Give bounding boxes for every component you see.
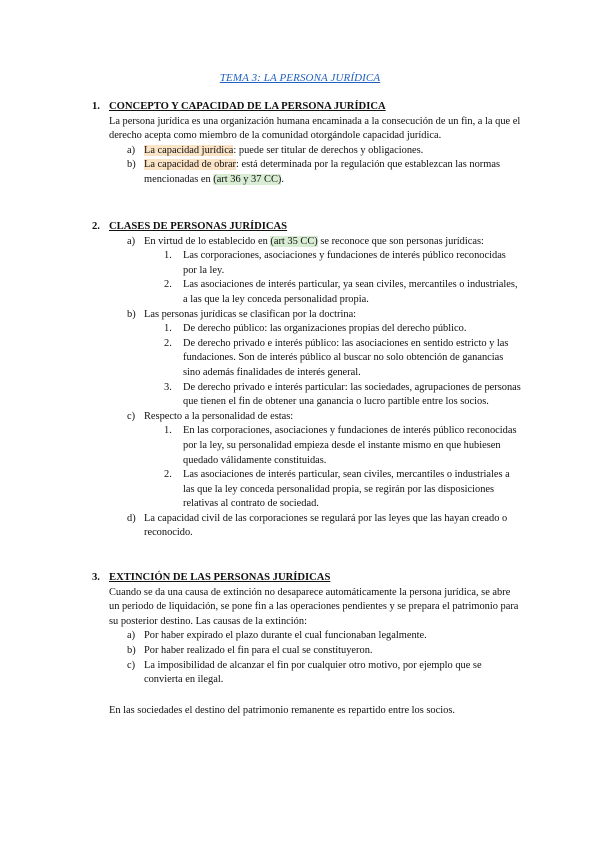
section-intro: La persona jurídica es una organización humana encaminada a la consecución de un fin, a la que el derecho acepta como miembro de la comunidad otorgándole capacidad jurídica. bbox=[109, 115, 521, 142]
section-heading bbox=[92, 220, 522, 235]
article-reference: (art 36 y 37 CC) bbox=[213, 173, 282, 185]
sub-list-item bbox=[92, 424, 522, 468]
sub-list-item bbox=[92, 468, 522, 512]
section-intro: Cuando se da una causa de extinción no desaparece automáticamente la persona jurídica, se abre un periodo de liquidación, se pone fin a las operaciones pendientes y se prepara el patrimonio para su posterior destino. Las causas de la extinción: bbox=[109, 586, 519, 627]
list-marker: a) bbox=[127, 235, 136, 247]
item-text: De derecho privado e interés particular: las sociedades, agrupaciones de personas que tienen el fin de obtener una ganancia o lucro partible entre los socios. bbox=[183, 381, 521, 408]
sub-list-item bbox=[92, 322, 522, 337]
section-concepto bbox=[92, 100, 522, 188]
section-number: 2. bbox=[92, 221, 100, 232]
list-item bbox=[92, 512, 522, 541]
item-text: Por haber realizado el fin para el cual se constituyeron. bbox=[144, 644, 373, 656]
section-title: EXTINCIÓN DE LAS PERSONAS JURÍDICAS bbox=[109, 572, 331, 583]
list-marker: b) bbox=[127, 308, 136, 320]
section-number: 3. bbox=[92, 572, 100, 583]
item-text: La imposibilidad de alcanzar el fin por cualquier otro motivo, por ejemplo que se convierta en ilegal. bbox=[144, 659, 482, 686]
list-marker: c) bbox=[127, 659, 136, 671]
list-marker: 3. bbox=[164, 381, 172, 393]
list-marker: 2. bbox=[164, 469, 172, 481]
item-text: De derecho privado e interés público: las asociaciones en sentido estricto y las fundaciones. Son de interés público al buscar no solo obtención de ganancias sino además finalidades de interés general. bbox=[183, 337, 509, 378]
list-item bbox=[92, 144, 522, 159]
item-text: Las asociaciones de interés particular, sean civiles, mercantiles o industriales a las que la ley conceda personalidad propia, se regirán por las disposiciones relativas al contrato de sociedad. bbox=[183, 469, 510, 510]
sub-list-item bbox=[92, 337, 522, 381]
item-text: En virtud de lo establecido en bbox=[144, 235, 271, 247]
item-text: : puede ser titular de derechos y obligaciones. bbox=[233, 144, 424, 156]
list-marker: a) bbox=[127, 144, 136, 156]
list-marker: b) bbox=[127, 159, 136, 171]
item-text: Respecto a la personalidad de estas: bbox=[144, 410, 294, 422]
list-marker: 1. bbox=[164, 250, 172, 262]
section-heading bbox=[92, 100, 522, 115]
sub-list-item bbox=[92, 381, 522, 410]
section-clases bbox=[92, 220, 522, 541]
list-item bbox=[92, 235, 522, 250]
item-text: En las corporaciones, asociaciones y fundaciones de interés público reconocidas por la ley, su personalidad empieza desde el instante mismo en que hubiesen quedado válidamente constituidas. bbox=[183, 425, 517, 466]
sub-list-item bbox=[92, 278, 522, 307]
closing-paragraph: En las sociedades el destino del patrimonio remanente es repartido entre los socios. bbox=[109, 705, 455, 716]
section-heading bbox=[92, 571, 522, 586]
section-title: CONCEPTO Y CAPACIDAD DE LA PERSONA JURÍDICA bbox=[109, 101, 386, 112]
list-item bbox=[92, 308, 522, 323]
list-marker: 1. bbox=[164, 425, 172, 437]
list-item bbox=[92, 644, 522, 659]
highlight-term: La capacidad jurídica bbox=[144, 144, 234, 156]
section-number: 1. bbox=[92, 101, 100, 112]
item-text: Las corporaciones, asociaciones y fundaciones de interés público reconocidas por la ley. bbox=[183, 250, 506, 276]
item-text: : está determinada por la regulación que establezcan las normas mencionadas en bbox=[144, 159, 500, 185]
sub-list-item bbox=[92, 249, 522, 278]
item-text: La capacidad civil de las corporaciones se regulará por las leyes que las hayan creado o reconocido. bbox=[144, 512, 508, 539]
list-marker: b) bbox=[127, 644, 136, 656]
list-item bbox=[92, 410, 522, 425]
section-title: CLASES DE PERSONAS JURÍDICAS bbox=[109, 221, 288, 232]
document-title: TEMA 3: LA PERSONA JURÍDICA bbox=[219, 72, 381, 84]
list-marker: 1. bbox=[164, 323, 172, 335]
section-extincion bbox=[92, 571, 522, 688]
item-text: Las personas jurídicas se clasifican por la doctrina: bbox=[144, 308, 357, 320]
article-reference: (art 35 CC) bbox=[270, 235, 318, 247]
list-marker: 2. bbox=[164, 337, 172, 349]
list-marker: d) bbox=[127, 512, 136, 524]
item-text: se reconoce que son personas jurídicas: bbox=[317, 235, 484, 247]
list-item bbox=[92, 629, 522, 644]
list-item bbox=[92, 158, 522, 187]
list-marker: c) bbox=[127, 410, 136, 422]
list-item bbox=[92, 659, 522, 688]
list-marker: 2. bbox=[164, 279, 172, 291]
item-text: Las asociaciones de interés particular, ya sean civiles, mercantiles o industriales, a las que la ley conceda personalidad propia. bbox=[183, 279, 518, 305]
list-marker: a) bbox=[127, 630, 136, 642]
item-text-end: . bbox=[281, 173, 284, 185]
item-text: De derecho público: las organizaciones propias del derecho público. bbox=[183, 323, 467, 335]
highlight-term: La capacidad de obrar bbox=[144, 159, 237, 171]
item-text: Por haber expirado el plazo durante el cual funcionaban legalmente. bbox=[144, 630, 427, 642]
